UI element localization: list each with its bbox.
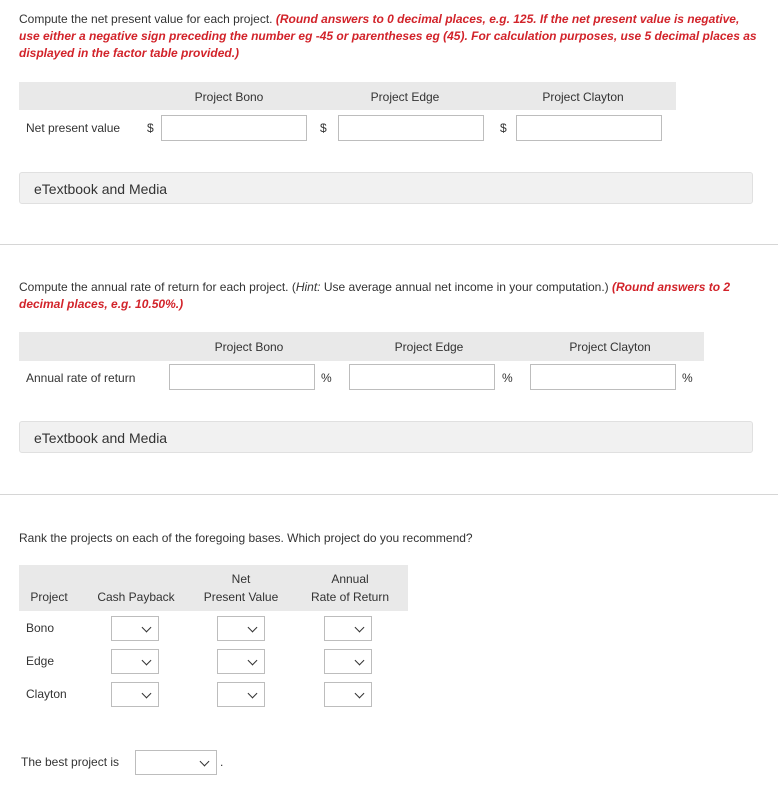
chevron-down-icon	[142, 623, 152, 633]
rank-clayton-arr-select[interactable]	[324, 682, 372, 707]
chevron-down-icon	[142, 689, 152, 699]
rank-bono-cash-payback-select[interactable]	[111, 616, 159, 641]
arr-hint-word: Hint:	[295, 280, 321, 294]
chevron-down-icon	[355, 623, 365, 633]
chevron-down-icon	[200, 757, 210, 767]
arr-question	[19, 279, 759, 313]
arr-question-text-2: Use average annual net income in your computation.)	[320, 280, 613, 294]
chevron-down-icon	[355, 656, 365, 666]
rank-row-bono-label: Bono	[26, 621, 55, 635]
npv-currency-bono: $	[147, 121, 154, 135]
rank-col-npv-line1: Net	[231, 572, 251, 586]
best-project-period: .	[220, 755, 224, 769]
arr-header-clayton: Project Clayton	[569, 340, 651, 354]
rank-col-cash-payback: Cash Payback	[97, 590, 175, 604]
arr-question-text: Compute the annual rate of return for each project. (	[19, 280, 296, 294]
chevron-down-icon	[355, 689, 365, 699]
chevron-down-icon	[248, 656, 258, 666]
arr-input-edge[interactable]	[349, 364, 495, 390]
divider	[0, 244, 778, 245]
rank-edge-arr-select[interactable]	[324, 649, 372, 674]
rank-question: Rank the projects on each of the foregoing bases. Which project do you recommend?	[19, 531, 473, 545]
arr-input-bono[interactable]	[169, 364, 315, 390]
rank-row-edge-label: Edge	[26, 654, 55, 668]
npv-question	[19, 11, 759, 62]
best-project-label: The best project is	[21, 755, 120, 769]
arr-header-bono: Project Bono	[214, 340, 284, 354]
npv-question-text: Compute the net present value for each project.	[19, 12, 276, 26]
rank-row-clayton-label: Clayton	[26, 687, 67, 701]
npv-header-bono: Project Bono	[194, 90, 264, 104]
divider	[0, 494, 778, 495]
npv-header-edge: Project Edge	[370, 90, 440, 104]
arr-percent-clayton: %	[682, 371, 693, 385]
rank-bono-arr-select[interactable]	[324, 616, 372, 641]
arr-percent-bono: %	[321, 371, 332, 385]
rank-clayton-cash-payback-select[interactable]	[111, 682, 159, 707]
npv-input-clayton[interactable]	[516, 115, 662, 141]
arr-percent-edge: %	[502, 371, 513, 385]
chevron-down-icon	[248, 689, 258, 699]
chevron-down-icon	[142, 656, 152, 666]
rank-edge-cash-payback-select[interactable]	[111, 649, 159, 674]
arr-rounding-instruction: (Round answers to 2 decimal places, e.g. 10.50%.)	[19, 280, 731, 311]
chevron-down-icon	[248, 623, 258, 633]
npv-currency-clayton: $	[500, 121, 507, 135]
rank-bono-npv-select[interactable]	[217, 616, 265, 641]
rank-clayton-npv-select[interactable]	[217, 682, 265, 707]
npv-header-clayton: Project Clayton	[542, 90, 624, 104]
npv-etextbook-media[interactable]: eTextbook and Media	[19, 172, 753, 204]
arr-etextbook-media[interactable]: eTextbook and Media	[19, 421, 753, 453]
npv-currency-edge: $	[320, 121, 327, 135]
arr-header-edge: Project Edge	[394, 340, 464, 354]
npv-row-label: Net present value	[26, 121, 121, 135]
rank-col-npv-line2: Present Value	[203, 590, 279, 604]
npv-input-edge[interactable]	[338, 115, 484, 141]
npv-rounding-instruction: (Round answers to 0 decimal places, e.g. 125. If the net present value is negative, use either a negative sign preceding the number eg -45 or parentheses eg (45). For calculation purposes, use 5 decimal places as displayed in the factor table provided.)	[19, 12, 757, 60]
npv-input-bono[interactable]	[161, 115, 307, 141]
rank-col-project: Project	[30, 590, 68, 604]
arr-row-label: Annual rate of return	[26, 371, 136, 385]
rank-edge-npv-select[interactable]	[217, 649, 265, 674]
best-project-select[interactable]	[135, 750, 217, 775]
rank-col-arr-line2: Rate of Return	[310, 590, 390, 604]
rank-col-arr-line1: Annual	[331, 572, 369, 586]
arr-input-clayton[interactable]	[530, 364, 676, 390]
